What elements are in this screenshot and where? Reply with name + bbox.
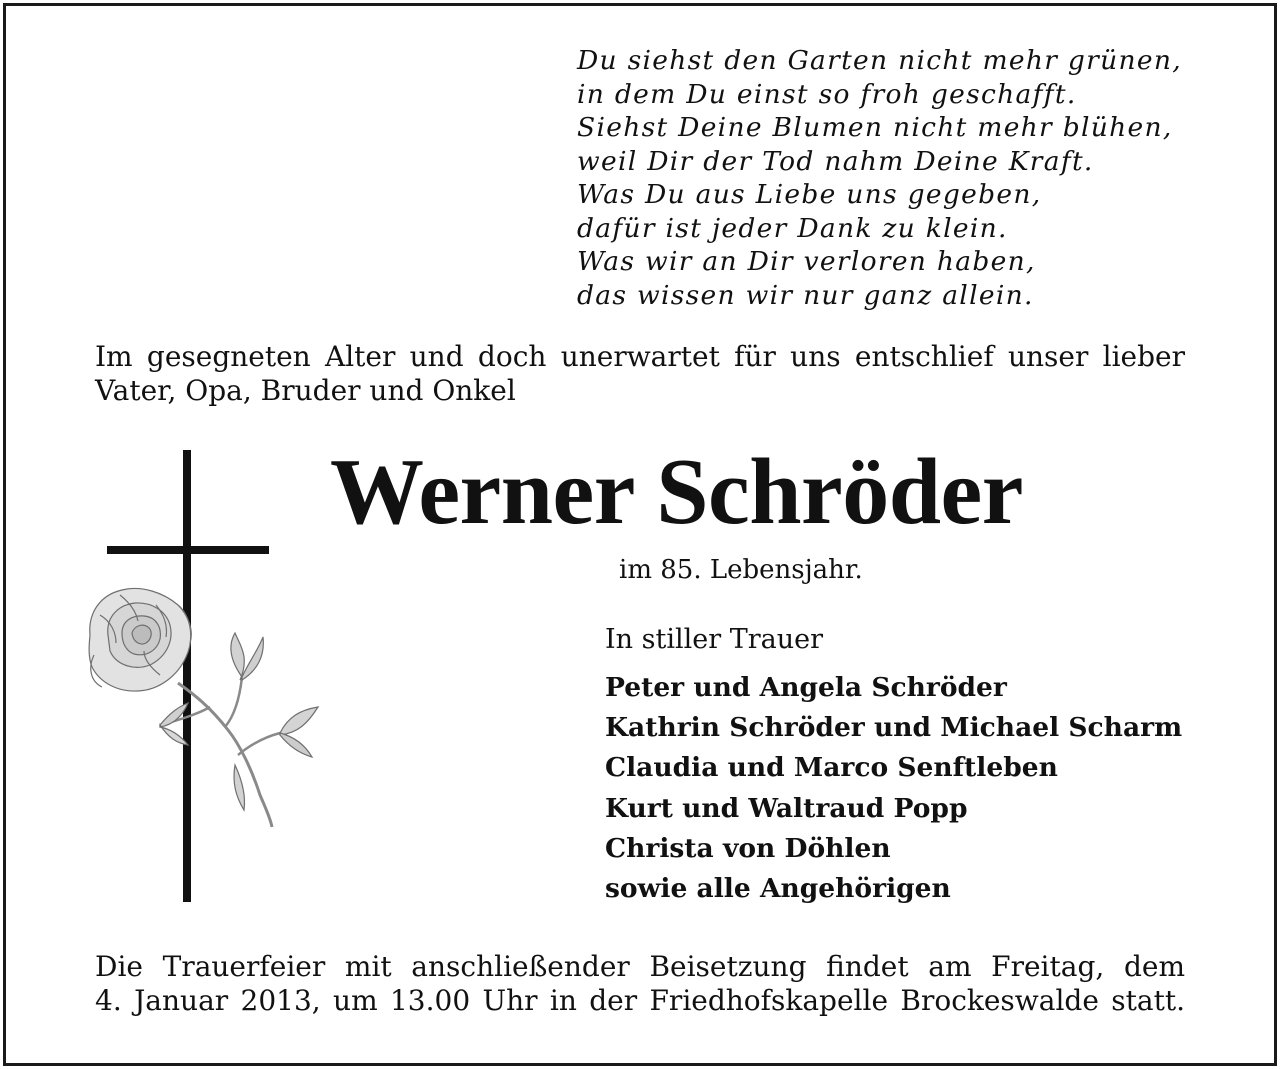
intro-text — [95, 340, 1185, 408]
deceased-name: Werner Schröder — [330, 440, 1024, 544]
mourning-heading: In stiller Trauer — [605, 624, 824, 655]
intro-line: Im gesegneten Alter und doch unerwartet für uns entschlief unser lieber — [95, 340, 1185, 373]
poem-line: das wissen wir nur ganz allein. — [577, 279, 1034, 311]
mourner-name: Christa von Döhlen — [605, 832, 891, 864]
cross-horizontal-beam — [107, 546, 269, 554]
poem-line: in dem Du einst so froh geschafft. — [577, 78, 1077, 110]
mourners-list — [605, 668, 1182, 909]
cross-vertical-beam — [183, 450, 191, 902]
intro-line: Vater, Opa, Bruder und Onkel — [95, 374, 516, 407]
poem-line: dafür ist jeder Dank zu klein. — [577, 212, 1008, 244]
mourner-name: Kathrin Schröder und Michael Scharm — [605, 712, 1183, 744]
poem — [577, 44, 1237, 312]
mourner-name: Claudia und Marco Senftleben — [605, 752, 1058, 784]
rose-icon — [89, 588, 318, 827]
poem-line: Was wir an Dir verloren haben, — [577, 246, 1036, 277]
mourner-name: Peter und Angela Schröder — [605, 672, 1007, 703]
poem-line: weil Dir der Tod nahm Deine Kraft. — [577, 145, 1094, 177]
cross-icon — [60, 445, 320, 915]
poem-line: Was Du aus Liebe uns gegeben, — [577, 179, 1042, 210]
poem-line: Siehst Deine Blumen nicht mehr blühen, — [577, 112, 1173, 143]
mourner-name: Kurt und Waltraud Popp — [605, 792, 968, 824]
mourner-name: sowie alle Angehörigen — [605, 873, 951, 905]
poem-line: Du siehst den Garten nicht mehr grünen, — [577, 45, 1182, 76]
funeral-line: Die Trauerfeier mit anschließender Beisetzung findet am Freitag, dem — [95, 950, 1185, 983]
funeral-line: 4. Januar 2013, um 13.00 Uhr in der Friedhofskapelle Brockeswalde statt. — [95, 984, 1185, 1017]
age-text: im 85. Lebensjahr. — [619, 555, 863, 585]
funeral-notice — [95, 950, 1185, 1018]
